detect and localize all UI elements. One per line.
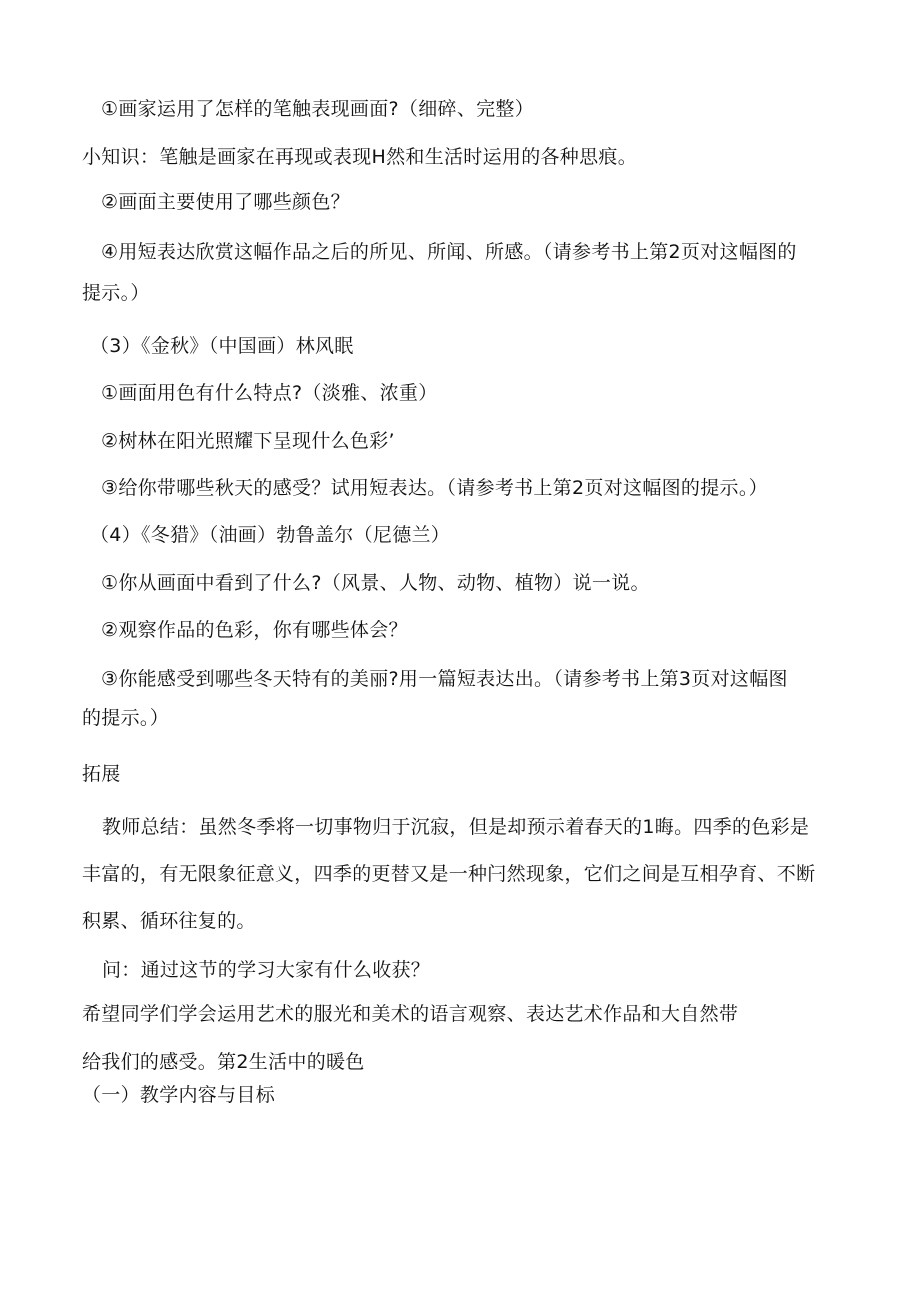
question-gains: 问：通过这节的学习大家有什么收获？: [102, 959, 431, 981]
teacher-summary-cont1: 丰富的，有无限象征意义，四季的更替又是一种闩然现象，它们之间是互相孕育、不断: [82, 863, 816, 885]
question-what-seen: ①你从画面中看到了什么?（风景、人物、动物、植物）说一说。: [101, 572, 650, 594]
question-color-features: ①画面用色有什么特点?（淡雅、浓重）: [101, 382, 438, 404]
section-winter-hunt: （4）《冬猎》（油画）勃鲁盖尔（尼德兰）: [90, 524, 451, 546]
question-forest-colors: ②树林在阳光照耀下呈现什么色彩’: [101, 430, 395, 452]
section-teaching-content: （一）教学内容与目标: [82, 1084, 276, 1106]
question-brushwork: ①画家运用了怎样的笔触表现画面?（细碎、完整）: [101, 98, 535, 120]
question-winter-beauty-cont: 的提示。）: [82, 707, 170, 729]
teacher-summary-cont2: 积累、循环往复的。: [82, 910, 256, 932]
section-extension: 拓展: [82, 763, 121, 785]
closing-hope: 希望同学们学会运用艺术的服光和美术的语言观察、表达艺术作品和大自然带: [82, 1003, 739, 1025]
question-color-observation: ②观察作品的色彩，你有哪些体会？: [101, 619, 408, 641]
teacher-summary: 教师总结：虽然冬季将一切事物归于沉寂，但是却预示着春天的1晦。四季的色彩是: [102, 816, 810, 838]
question-winter-beauty: ③你能感受到哪些冬天特有的美丽?用一篇短表达出。（请参考书上第3页对这幅图: [101, 668, 788, 690]
tip-brushwork: 小知识：笔触是画家在再现或表现H然和生活时运用的各种思痕。: [82, 146, 637, 168]
question-autumn-feelings: ③给你带哪些秋天的感受？试用短表达。（请参考书上第2页对这幅图的提示。）: [101, 477, 768, 499]
question-impression: ④用短表达欣赏这幅作品之后的所见、所闻、所感。（请参考书上第2页对这幅图的: [101, 241, 797, 263]
section-golden-autumn: （3）《金秋》（中国画）林风眠: [90, 335, 354, 357]
closing-hope-cont: 给我们的感受。第2生活中的暖色: [82, 1051, 365, 1073]
question-colors: ②画面主要使用了哪些颜色？: [101, 191, 350, 213]
question-impression-cont: 提示。）: [82, 282, 150, 304]
